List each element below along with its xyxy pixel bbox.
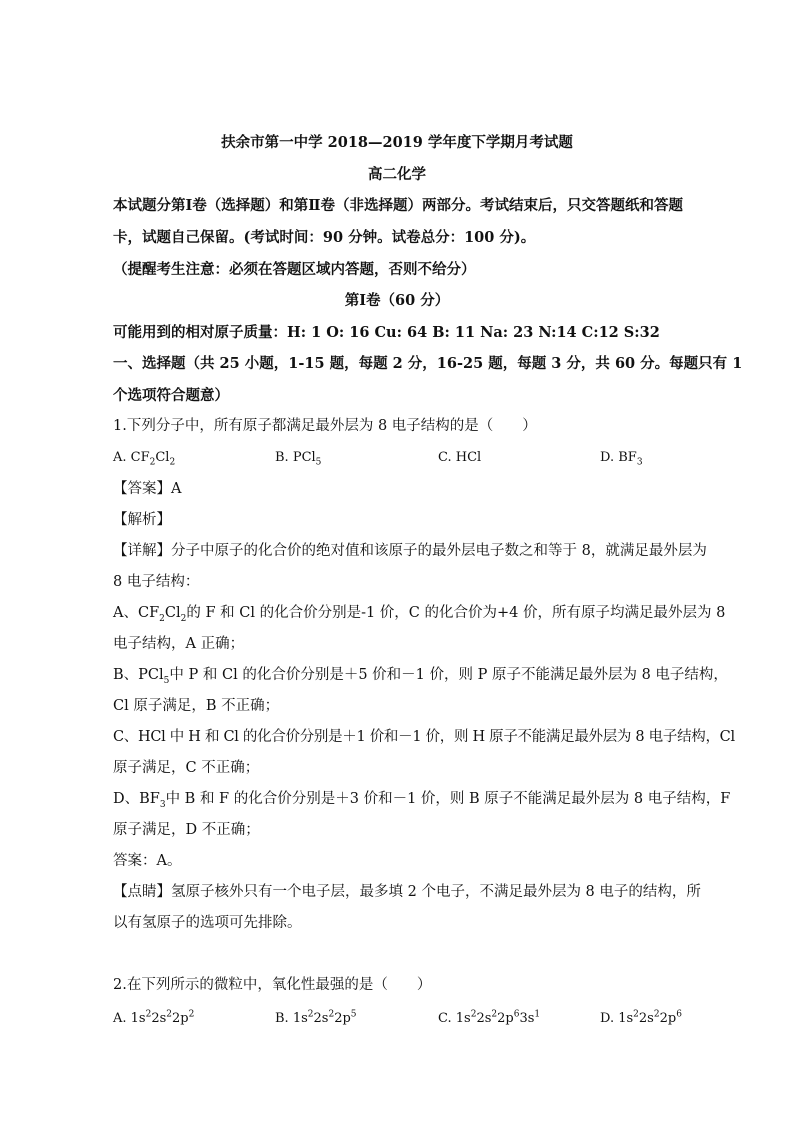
- section-title: 第Ⅰ卷（60 分）: [344, 292, 450, 309]
- q2-option-b: B. $1s^22s^22p^5$: [275, 1009, 357, 1026]
- intro-line-2: 卡，试题自己保留。(考试时间：90 分钟。试卷总分：100 分)。: [113, 229, 536, 246]
- q1-explain-d-1: D、$BF_3$中 B 和 F 的化合价分别是＋3 价和－1 价，则 B 原子不能满足最外层为 8 电子结构，F: [113, 791, 731, 810]
- q1-explain-b-1: B、PCl$_5$中 P 和 Cl 的化合价分别是＋5 价和－1 价，则 P 原子不能满足最外层为 8 电子结构，: [113, 667, 728, 686]
- q1-explain-c-2: 原子满足，C 不正确；: [113, 760, 260, 776]
- notice: （提醒考生注意：必须在答题区域内答题，否则不给分）: [113, 261, 476, 278]
- q2-stem: 2.在下列所示的微粒中，氧化性最强的是（ ）: [113, 977, 432, 993]
- q1-final-answer: 答案：A。: [113, 853, 182, 869]
- atomic-masses: 可能用到的相对原子质量：H: 1 O: 16 Cu: 64 B: 11 Na: 23 N:14 C:12 S:32: [113, 324, 660, 341]
- q1-option-a: A. $CF_2Cl_2$: [113, 450, 176, 468]
- q1-explain-a-2: 电子结构，A 正确；: [113, 636, 245, 652]
- school-title: 扶余市第一中学 2018—2019 学年度下学期月考试题: [221, 134, 573, 151]
- q2-option-d: D. $1s^22s^22p^6$: [600, 1009, 682, 1026]
- q1-option-c: C. HCl: [438, 450, 482, 465]
- subject-title: 高二化学: [368, 166, 426, 183]
- q1-answer: 【答案】A: [113, 481, 182, 497]
- q1-tip-line-1: 【点睛】氢原子核外只有一个电子层，最多填 2 个电子，不满足最外层为 8 电子的结构，所: [113, 884, 701, 900]
- q1-stem: 1.下列分子中，所有原子都满足最外层为 8 电子结构的是（ ）: [113, 418, 537, 434]
- q2-option-a: A. $1s^22s^22p^2$: [113, 1009, 195, 1026]
- q1-explain-d-2: 原子满足，D 不正确；: [113, 822, 260, 838]
- q1-option-b: B. PCl$_5$: [275, 450, 322, 468]
- q1-detail-line-1: 【详解】分子中原子的化合价的绝对值和该原子的最外层电子数之和等于 8，就满足最外层为: [113, 543, 707, 559]
- q1-option-d: D. $BF_3$: [600, 450, 643, 468]
- q1-explain-a-1: A、$CF_2Cl_2$的 F 和 Cl 的化合价分别是-1 价，C 的化合价为+4 价，所有原子均满足最外层为 8: [113, 605, 726, 624]
- q1-analysis-label: 【解析】: [113, 512, 171, 528]
- part1-line-2: 个选项符合题意）: [113, 387, 229, 404]
- q1-detail-line-2: 8 电子结构：: [113, 574, 200, 590]
- part1-line-1: 一、选择题（共 25 小题，1-15 题，每题 2 分，16-25 题，每题 3 分，共 60 分。每题只有 1: [113, 355, 743, 372]
- q1-explain-c-1: C、HCl 中 H 和 Cl 的化合价分别是＋1 价和－1 价，则 H 原子不能满足最外层为 8 电子结构，Cl: [113, 729, 735, 745]
- q2-option-c: C. $1s^22s^22p^63s^1$: [438, 1009, 541, 1026]
- q1-explain-b-2: Cl 原子满足，B 不正确；: [113, 698, 280, 714]
- q1-tip-line-2: 以有氢原子的选项可先排除。: [113, 915, 302, 931]
- intro-line-1: 本试题分第Ⅰ卷（选择题）和第Ⅱ卷（非选择题）两部分。考试结束后，只交答题纸和答题: [113, 197, 683, 214]
